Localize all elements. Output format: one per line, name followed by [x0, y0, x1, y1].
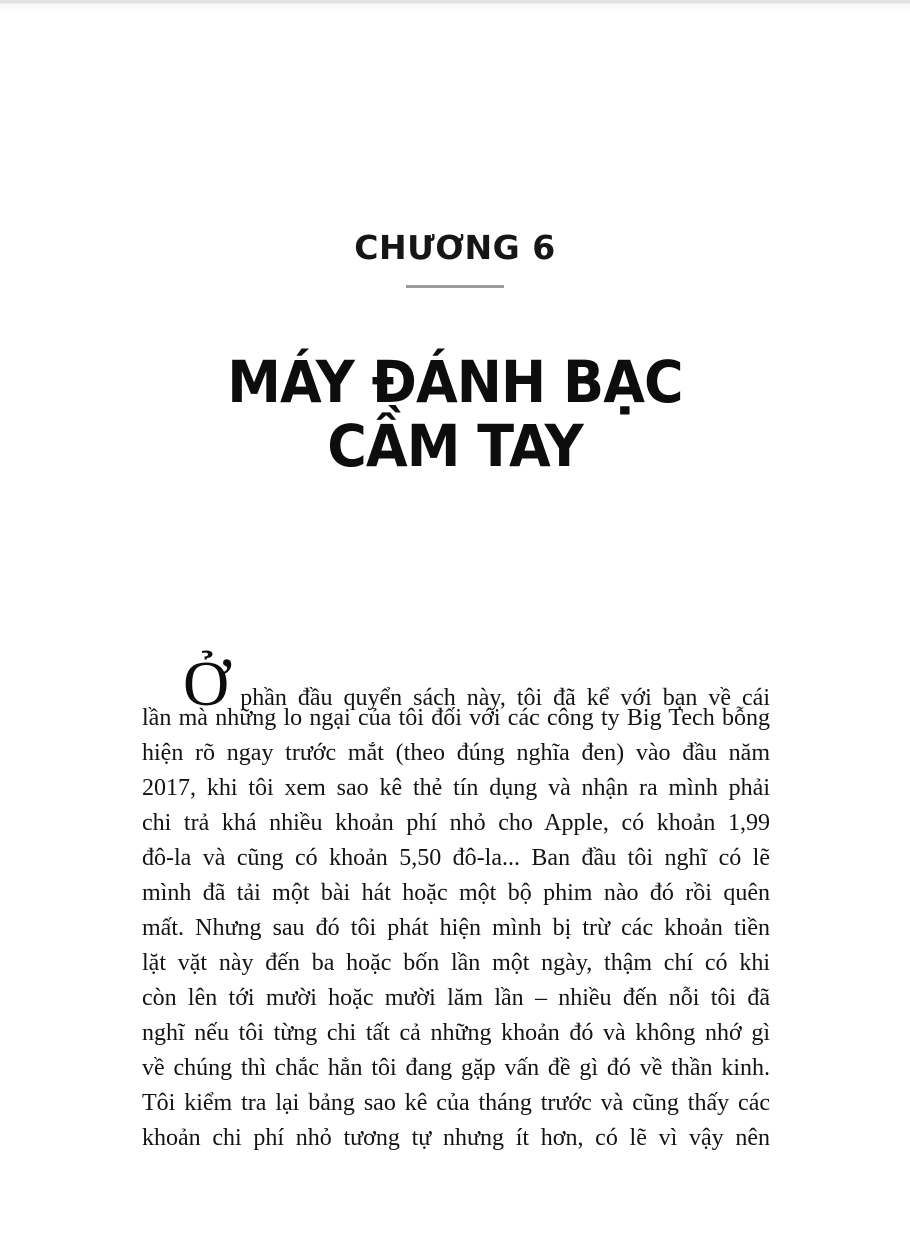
paragraph-line-5: chi trả khá nhiều khoản phí nhỏ cho Apple, có khoản 1,99	[142, 810, 770, 836]
paragraph-line-6: đô-la và cũng có khoản 5,50 đô-la... Ban đầu tôi nghĩ có lẽ	[142, 845, 770, 871]
paragraph-line-4: 2017, khi tôi xem sao kê thẻ tín dụng và nhận ra mình phải	[142, 775, 770, 801]
paragraph-line-11: nghĩ nếu tôi từng chi tất cả những khoản đó và không nhớ gì	[142, 1020, 770, 1046]
paragraph-line-3: hiện rõ ngay trước mắt (theo đúng nghĩa đen) vào đầu năm	[142, 740, 770, 766]
chapter-divider	[406, 285, 504, 288]
dropcap-letter: Ở	[183, 648, 230, 719]
body-paragraph	[142, 648, 770, 1156]
paragraph-line-14: khoản chi phí nhỏ tương tự nhưng ít hơn, có lẽ vì vậy nên	[142, 1125, 770, 1151]
paragraph-line-9: lặt vặt này đến ba hoặc bốn lần một ngày, thậm chí có khi	[142, 950, 770, 976]
page-top-edge	[0, 0, 910, 12]
chapter-title-line1: MÁY ĐÁNH BẠC	[227, 348, 683, 416]
chapter-title	[32, 350, 878, 478]
paragraph-line-12: về chúng thì chắc hẳn tôi đang gặp vấn đề gì đó về thần kinh.	[142, 1055, 770, 1081]
paragraph-line-10: còn lên tới mười hoặc mười lăm lần – nhiều đến nỗi tôi đã	[142, 985, 770, 1011]
chapter-title-line2: CẦM TAY	[327, 412, 583, 480]
chapter-heading: CHƯƠNG 6	[354, 228, 556, 267]
paragraph-line-1-text: phần đầu quyển sách này, tôi đã kể với bạn về cái	[240, 685, 770, 711]
paragraph-line-13: Tôi kiểm tra lại bảng sao kê của tháng trước và cũng thấy các	[142, 1090, 770, 1116]
paragraph-line-7: mình đã tải một bài hát hoặc một bộ phim nào đó rồi quên	[142, 880, 770, 906]
paragraph-line-2: lần mà những lo ngại của tôi đối với các công ty Big Tech bỗng	[142, 705, 770, 731]
paragraph-line-8: mất. Nhưng sau đó tôi phát hiện mình bị trừ các khoản tiền	[142, 915, 770, 941]
